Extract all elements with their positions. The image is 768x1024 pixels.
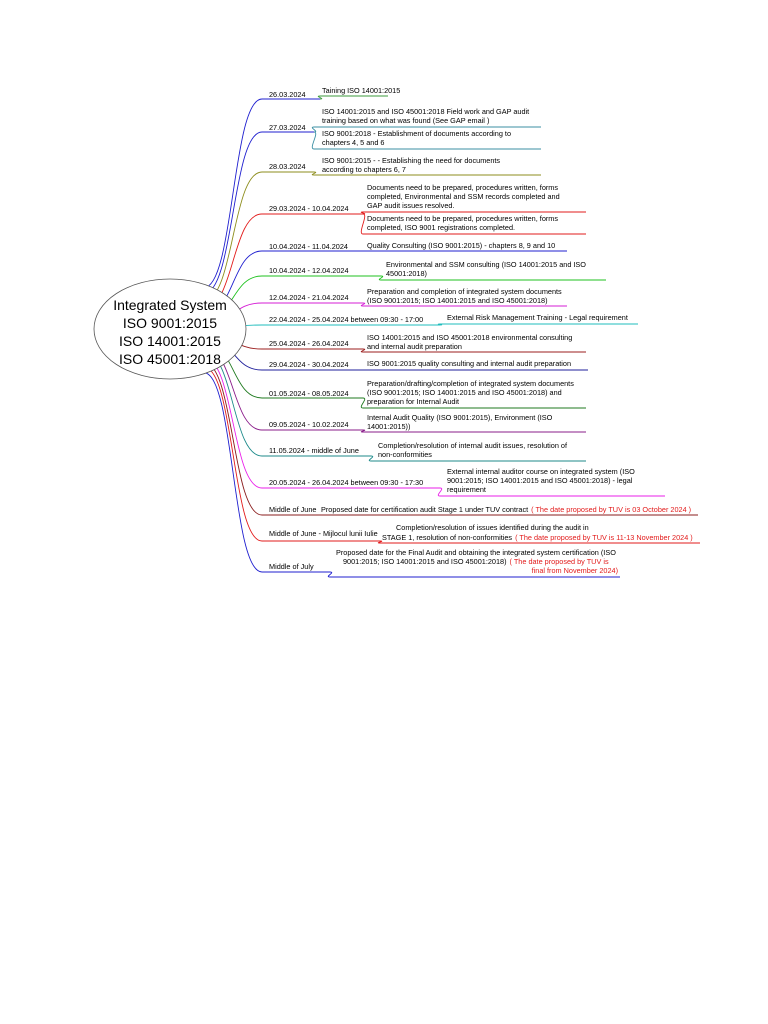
subtopic-line: Documents need to be prepared, procedures written, forms (367, 214, 559, 223)
subtopic-line: 9001:2015; ISO 14001:2015 and ISO 45001:2018) - legal (447, 476, 633, 485)
branch-date: 20.05.2024 - 26.04.2024 between 09:30 - 17:30 (269, 478, 424, 487)
branch-date: 10.04.2024 - 11.04.2024 (269, 242, 348, 251)
subtopic[interactable] (367, 359, 571, 368)
branch-28-03[interactable] (269, 156, 500, 174)
subtopic-line: ISO 14001:2015 and ISO 45001:2018 environmental consulting (367, 333, 573, 342)
branch-10-04-11-04[interactable] (269, 241, 555, 251)
subtopic-line: Internal Audit Quality (ISO 9001:2015), Environment (ISO (367, 413, 553, 422)
branch-date: 29.04.2024 - 30.04.2024 (269, 360, 349, 369)
subtopic-line: External internal auditor course on integrated system (ISO (447, 467, 635, 476)
branch-date: 11.05.2024 - middle of June (269, 446, 359, 455)
subtopic-line: ISO 9001:2018 - Establishment of documents according to (322, 129, 512, 138)
connector-line (438, 324, 638, 325)
subtopic[interactable] (336, 548, 618, 575)
subtopic-line: Environmental and SSM consulting (ISO 14001:2015 and ISO (386, 260, 586, 269)
branch-date: 29.03.2024 - 10.04.2024 (269, 204, 349, 213)
branch-20-05-26-04[interactable] (269, 467, 635, 494)
subtopic-line: GAP audit issues resolved. (367, 201, 455, 210)
subtopic[interactable] (378, 441, 568, 459)
subtopic-line: chapters 4, 5 and 6 (322, 138, 385, 147)
subtopic-line: Completion/resolution of internal audit issues, resolution of (378, 441, 568, 450)
subtopic[interactable] (367, 333, 572, 351)
branch-date: 27.03.2024 (269, 123, 306, 132)
branch-date: 10.04.2024 - 12.04.2024 (269, 266, 349, 275)
subtopic-line: ISO 14001:2015 and ISO 45001:2018 Field work and GAP audit (322, 107, 530, 116)
subtopic-line: (ISO 9001:2015; ISO 14001:2015 and ISO 45001:2018) and (367, 388, 562, 397)
subtopic[interactable] (367, 287, 562, 305)
subtopic[interactable] (367, 379, 574, 406)
branch-middle-of-june-mid-july[interactable] (269, 523, 693, 542)
branch-date: 22.04.2024 - 25.04.2024 between 09:30 - 17:00 (269, 315, 424, 324)
branch-date: Middle of June - Mijlocul lunii Iulie (269, 529, 378, 538)
subtopic-text: Proposed date for certification audit Stage 1 under TUV contract (321, 505, 529, 514)
subtopic[interactable] (322, 107, 529, 125)
subtopic-line: ISO 9001:2015 - - Establishing the need for documents (322, 156, 501, 165)
branch-date: 12.04.2024 - 21.04.2024 (269, 293, 349, 302)
branch-date: 09.05.2024 - 10.02.2024 (269, 420, 349, 429)
subtopic[interactable] (367, 214, 558, 232)
subtopic[interactable] (321, 505, 691, 514)
branch-09-05-10-02[interactable] (269, 413, 553, 431)
branch-26-03[interactable] (269, 86, 400, 99)
subtopic-line: (ISO 9001:2015; ISO 14001:2015 and ISO 45001:2018) (367, 296, 548, 305)
subtopic-line: Completion/resolution of issues identified during the audit in (396, 523, 589, 532)
branch-date: 26.03.2024 (269, 90, 306, 99)
branch-middle-of-july[interactable] (269, 548, 618, 575)
connector-line (318, 96, 388, 99)
central-topic-line-3: ISO 14001:2015 (119, 333, 221, 349)
central-topic-line-2: ISO 9001:2015 (122, 315, 218, 331)
subtopic[interactable] (322, 129, 511, 147)
connector-line (204, 172, 314, 301)
subtopic-line: non-conformities (378, 450, 432, 459)
subtopic-line: External Risk Management Training - Legal requirement (447, 313, 628, 322)
central-topic-line-4: ISO 45001:2018 (119, 351, 221, 367)
branch-01-05-08-05[interactable] (269, 379, 574, 406)
subtopic-line: preparation for Internal Audit (367, 397, 460, 406)
branch-12-04-21-04[interactable] (269, 287, 562, 305)
branch-22-04-25-04[interactable] (269, 313, 628, 324)
subtopic[interactable] (367, 413, 553, 431)
tuv-date-note: ( The date proposed by TUV is 11-13 November 2024 ) (515, 533, 693, 542)
subtopic-line: according to chapters 6, 7 (322, 165, 406, 174)
connector-line (204, 362, 319, 515)
subtopic-line-with-note (343, 557, 609, 566)
branch-date: 28.03.2024 (269, 162, 306, 171)
subtopic-line-with-note (321, 505, 691, 514)
subtopic-line: Documents need to be prepared, procedures written, forms (367, 183, 559, 192)
subtopic[interactable] (386, 260, 586, 278)
subtopic[interactable] (322, 156, 500, 174)
subtopic-text: STAGE 1, resolution of non-conformities (382, 533, 513, 542)
subtopic-line: completed, ISO 9001 registrations completed. (367, 223, 516, 232)
subtopic-line: 14001:2015)) (367, 422, 411, 431)
tuv-date-note: ( The date proposed by TUV is (509, 557, 609, 566)
subtopic-line: training based on what was found (See GAP email ) (322, 116, 490, 125)
subtopic-line: completed, Environmental and SSM records completed and (367, 192, 560, 201)
subtopic-line: Taining ISO 14001:2015 (322, 86, 401, 95)
subtopic-line: requirement (447, 485, 486, 494)
tuv-date-note: final from November 2024) (531, 566, 618, 575)
branch-date: 01.05.2024 - 08.05.2024 (269, 389, 349, 398)
subtopic[interactable] (447, 467, 635, 494)
connector-line (204, 373, 330, 572)
subtopic[interactable] (322, 86, 400, 95)
subtopic-line: Preparation/drafting/completion of integrated system documents (367, 379, 574, 388)
subtopic-text: 9001:2015; ISO 14001:2015 and ISO 45001:2018) (343, 557, 507, 566)
subtopic-line: Proposed date for the Final Audit and obtaining the integrated system certification (ISO (336, 548, 616, 557)
branch-date: Middle of June (269, 505, 317, 514)
subtopic[interactable] (367, 183, 560, 210)
subtopic[interactable] (382, 523, 693, 542)
branch-29-03-10-04[interactable] (269, 183, 560, 232)
subtopic[interactable] (447, 313, 628, 322)
central-topic[interactable] (94, 279, 246, 379)
branch-middle-of-june[interactable] (269, 505, 691, 514)
subtopic-line: 45001:2018) (386, 269, 427, 278)
subtopic-line: Quality Consulting (ISO 9001:2015) - chapters 8, 9 and 10 (367, 241, 556, 250)
branch-date: Middle of July (269, 562, 314, 571)
subtopic-line-with-note (382, 533, 693, 542)
branch-10-04-12-04[interactable] (269, 260, 586, 278)
central-topic-line-1: Integrated System (113, 297, 227, 313)
branch-25-04-26-04[interactable] (269, 333, 572, 351)
branch-date: 25.04.2024 - 26.04.2024 (269, 339, 349, 348)
subtopic-line: ISO 9001:2015 quality consulting and internal audit preparation (367, 359, 572, 368)
subtopic-line: and internal audit preparation (367, 342, 462, 351)
subtopic-line: Preparation and completion of integrated system documents (367, 287, 562, 296)
subtopic[interactable] (367, 241, 555, 250)
branch-29-04-30-04[interactable] (269, 359, 571, 369)
tuv-date-note: ( The date proposed by TUV is 03 October 2024 ) (531, 505, 692, 514)
